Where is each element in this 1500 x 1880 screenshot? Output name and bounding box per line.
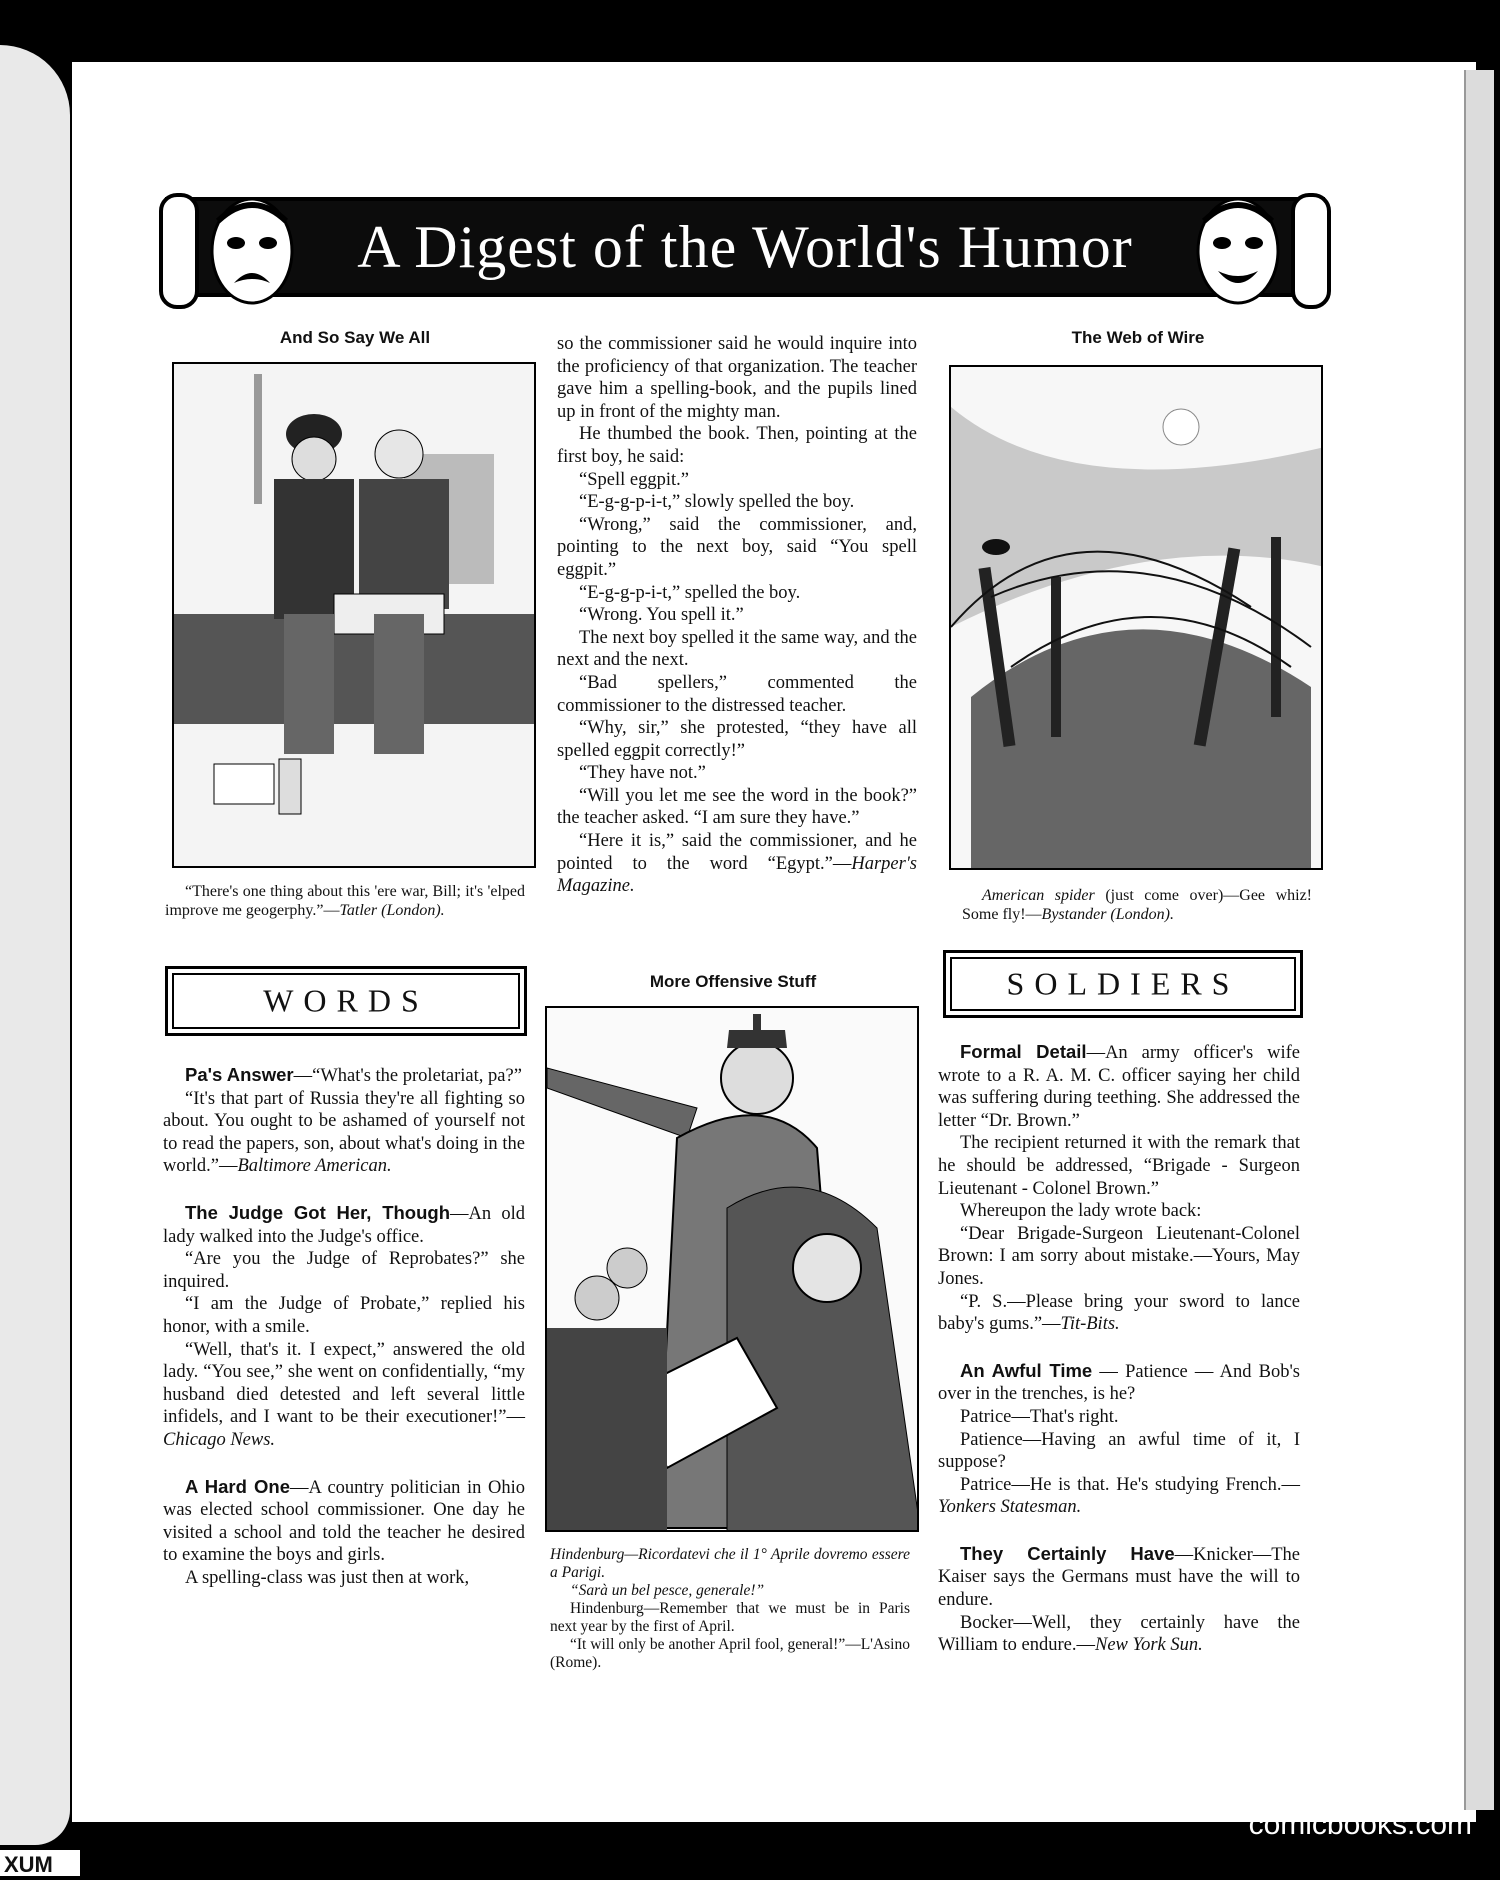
watermark: comicbooks.com [1248,1808,1472,1841]
caption-web-of-wire: American spider (just come over)—Gee whiz! Some fly!—Bystander (London). [962,887,1313,923]
awful-time-p1: An Awful Time — Patience — And Bob's over in the trenches, is he? [938,1359,1301,1405]
judge-p2: “Are you the Judge of Reprobates?” she inquired. [163,1249,525,1292]
item-title: The Judge Got Her, Though [185,1201,451,1223]
spelling-p10: “Why, sir,” she protested, “they have all spelled eggpit correctly!” [557,718,917,761]
spelling-p7: “Wrong. You spell it.” [579,605,744,626]
tragedy-mask-icon [204,191,300,311]
column-1-text [163,1064,525,1589]
spelling-p6: “E-g-g-p-i-t,” spelled the boy. [579,582,801,603]
awful-time-p2: Patrice—That's right. [960,1406,1119,1427]
hard-one-p1: A Hard One—A country politician in Ohio was elected school commissioner. One day he visited a school and told the teacher he desired to examine the boys and girls. [163,1475,525,1566]
judge-p4: “Well, that's it. I expect,” answered the old lady. “You see,” she went on confidentially, “my husband died detested and left several little infidels, and I want to be their executioner!”—Chicago News. [163,1339,525,1450]
pas-answer-p2: “It's that part of Russia they're all fighting so about. You ought to be ashamed of yourself not to read the papers, son, about what's doing in the world.”—Baltimore American. [163,1088,525,1177]
spelling-p11: “They have not.” [579,763,706,784]
caption-text: “There's one thing about this 'ere war, Bill; it's 'elped improve me geogerphy.”— [165,883,525,919]
formal-detail-p3: Whereupon the lady wrote back: [960,1201,1202,1222]
banner-title: A Digest of the World's Humor [357,214,1133,280]
caption-and-so-say-we-all [165,882,525,920]
formal-detail-p5: “P. S.—Please bring your sword to lance baby's gums.”—Tit-Bits. [938,1291,1300,1335]
cartoon-web-of-wire [949,365,1323,870]
spelling-p13: “Here it is,” said the commissioner, and he pointed to the word “Egypt.”—Harper's Magazine. [557,831,917,897]
spelling-p4: “E-g-g-p-i-t,” slowly spelled the boy. [579,492,855,513]
awful-time-p4: Patrice—He is that. He's studying French.—Yonkers Statesman. [938,1474,1300,1518]
judge-p3: “I am the Judge of Probate,” replied his honor, with a smile. [163,1294,525,1337]
caption-more-offensive-stuff: Hindenburg—Ricordatevi che il 1° Aprile dovremo essere a Parigi. “Sarà un bel pesce, generale!” Hindenburg—Remember that we must be in Paris next year by the first of April. “It will only be another April fool, general!”—L'Asino (Rome). [550,1546,910,1671]
spelling-p3: “Spell eggpit.” [579,469,689,490]
awful-time-p3: Patience—Having an awful time of it, I suppose? [938,1429,1300,1473]
spelling-p9: “Bad spellers,” commented the commissioner to the distressed teacher. [557,672,917,716]
column-3-text [938,1041,1300,1657]
corner-tag: XUM [0,1850,80,1876]
words-box-heading [165,966,527,1036]
item-title: An Awful Time [960,1359,1093,1381]
certainly-have-p1: They Certainly Have—Knicker—The Kaiser says the Germans must have the will to endure. [938,1542,1300,1611]
pas-answer-p1: Pa's Answer—“What's the proletariat, pa?” [185,1064,522,1086]
cartoon-hindenburg [545,1006,919,1532]
item-title: A Hard One [185,1475,291,1497]
spelling-p2: He thumbed the book. Then, pointing at the first boy, he said: [557,424,917,467]
hard-one-p2: A spelling-class was just then at work, [185,1567,470,1588]
scroll-end-right [1291,193,1331,309]
words-heading-text: WORDS [263,982,429,1019]
item-title: Pa's Answer [185,1064,294,1085]
heading-more-offensive-stuff: More Offensive Stuff [649,972,817,991]
spelling-p5: “Wrong,” said the commissioner, and, pointing to the next boy, said “You spell eggpit.” [557,514,917,580]
item-title: They Certainly Have [960,1542,1175,1564]
heading-and-so-say-we-all: And So Say We All [279,328,431,347]
page-edge [1464,70,1494,1810]
cartoon-two-workmen [172,362,536,868]
item-title: Formal Detail [960,1041,1087,1062]
spelling-p8: The next boy spelled it the same way, and the next and the next. [557,627,917,671]
column-2-text [557,333,917,898]
spelling-p1: so the commissioner said he would inquire into the proficiency of that organization. The teacher gave him a spelling-book, and the pupils lined up in front of the mighty man. [557,334,917,422]
soldiers-box-heading [943,950,1303,1018]
soldiers-heading-text: SOLDIERS [1006,965,1240,1002]
certainly-have-p2: Bocker—Well, they certainly have the William to endure.—New York Sun. [938,1612,1300,1656]
formal-detail-p4: “Dear Brigade-Surgeon Lieutenant-Colonel Brown: I am sorry about mistake.—Yours, May Jones. [938,1223,1300,1289]
comedy-mask-icon [1190,191,1286,311]
facing-page-edge [0,45,70,1845]
formal-detail-p1: Formal Detail—An army officer's wife wrote to a R. A. M. C. officer saying her child was suffering during teething. She addressed the letter “Dr. Brown.” [938,1041,1300,1131]
heading-web-of-wire: The Web of Wire [1071,328,1205,347]
scroll-end-left [159,193,199,309]
judge-p1: The Judge Got Her, Though—An old lady walked into the Judge's office. [163,1201,526,1247]
title-banner [165,197,1325,297]
spelling-p12: “Will you let me see the word in the book?” the teacher asked. “I am sure they have.” [557,785,917,829]
formal-detail-p2: The recipient returned it with the remark that he should be addressed, “Brigade - Surgeon Lieutenant - Colonel Brown.” [938,1133,1300,1199]
caption-source: Tatler (London). [339,902,445,919]
